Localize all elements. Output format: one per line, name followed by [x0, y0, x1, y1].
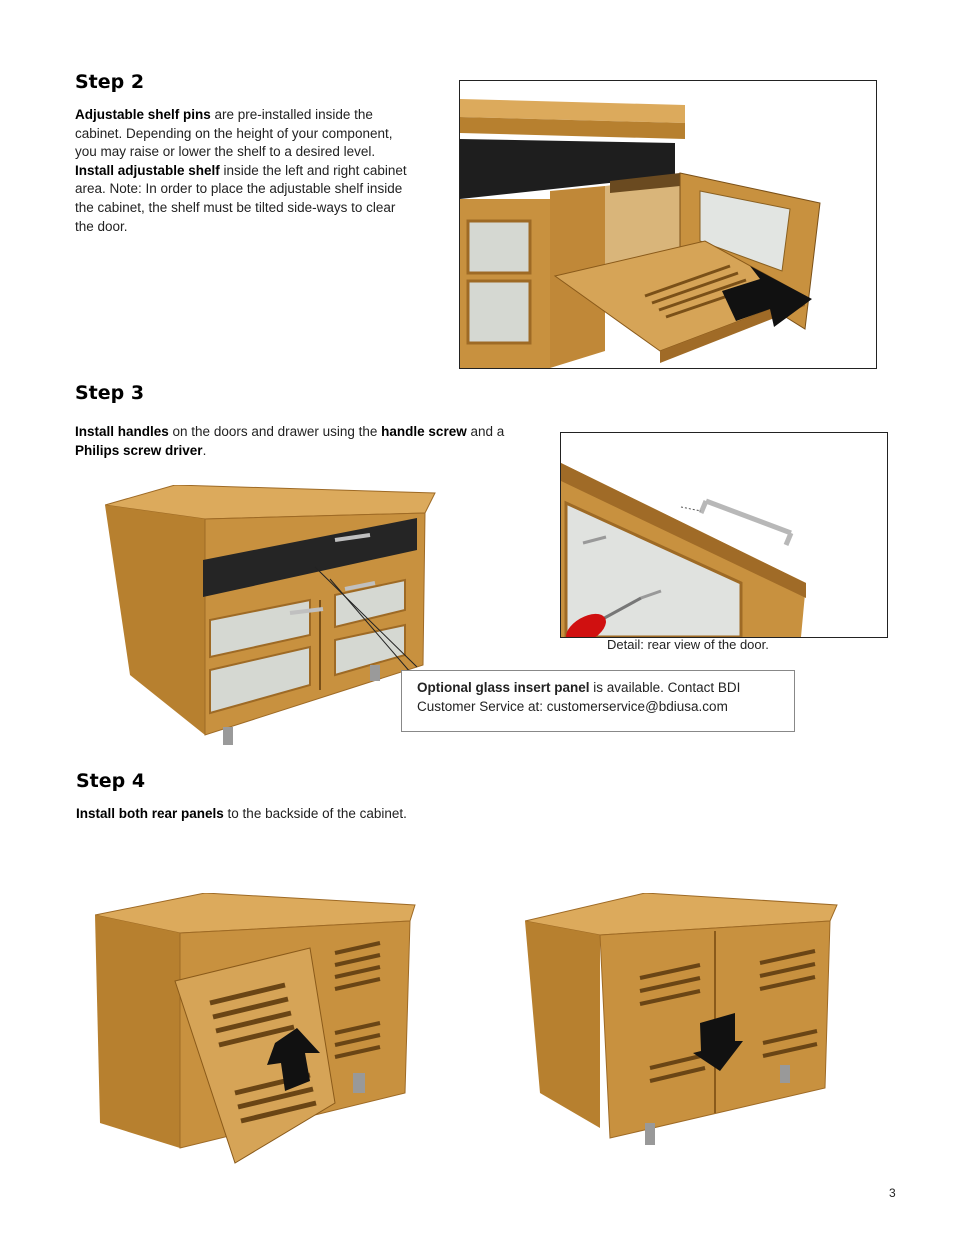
step3-cabinet-illustration — [105, 485, 440, 750]
step3-bold-1: Install handles — [75, 424, 169, 439]
callout-bold: Optional glass insert panel — [417, 680, 590, 695]
step3-text-2: and a — [466, 424, 505, 439]
page-number: 3 — [889, 1186, 896, 1200]
step3-bold-2: handle screw — [381, 424, 467, 439]
step4-panel-insert-illustration — [95, 893, 420, 1168]
step3-bold-3: Philips screw driver — [75, 442, 203, 458]
step4-heading: Step 4 — [76, 770, 146, 792]
step2-shelf-illustration — [459, 80, 877, 369]
step4-text: to the backside of the cabinet. — [223, 806, 407, 821]
step4-instructions — [76, 805, 576, 824]
step2-heading: Step 2 — [75, 71, 145, 93]
step3-instructions — [75, 423, 550, 460]
step3-heading: Step 3 — [75, 382, 145, 404]
detail-caption: Detail: rear view of the door. — [607, 637, 769, 652]
glass-insert-callout — [401, 670, 795, 732]
step2-bold-1: Adjustable shelf pins — [75, 107, 211, 122]
step4-panel-installed-illustration — [525, 893, 840, 1153]
callout-text-2: Customer Service at: customerservice@bdiusa.com — [417, 698, 728, 714]
step2-bold-2: Install adjustable shelf — [75, 162, 220, 178]
step2-text-2: inside the left and right cabinet area. Note: In order to place the adjustable shelf inside the cabinet, the shelf must be tilted side-ways to clear the door. — [75, 162, 407, 234]
callout-text-1: is available. Contact BDI — [589, 680, 741, 695]
step2-instructions — [75, 106, 410, 236]
step3-text-3: . — [202, 442, 207, 458]
step3-detail-illustration — [560, 432, 888, 638]
step2-text-1: are pre-installed inside the cabinet. Depending on the height of your component, you may raise or lower the shelf to a desired level. — [75, 107, 393, 160]
step3-text-1: on the doors and drawer using the — [168, 424, 382, 439]
step4-bold: Install both rear panels — [76, 806, 224, 821]
